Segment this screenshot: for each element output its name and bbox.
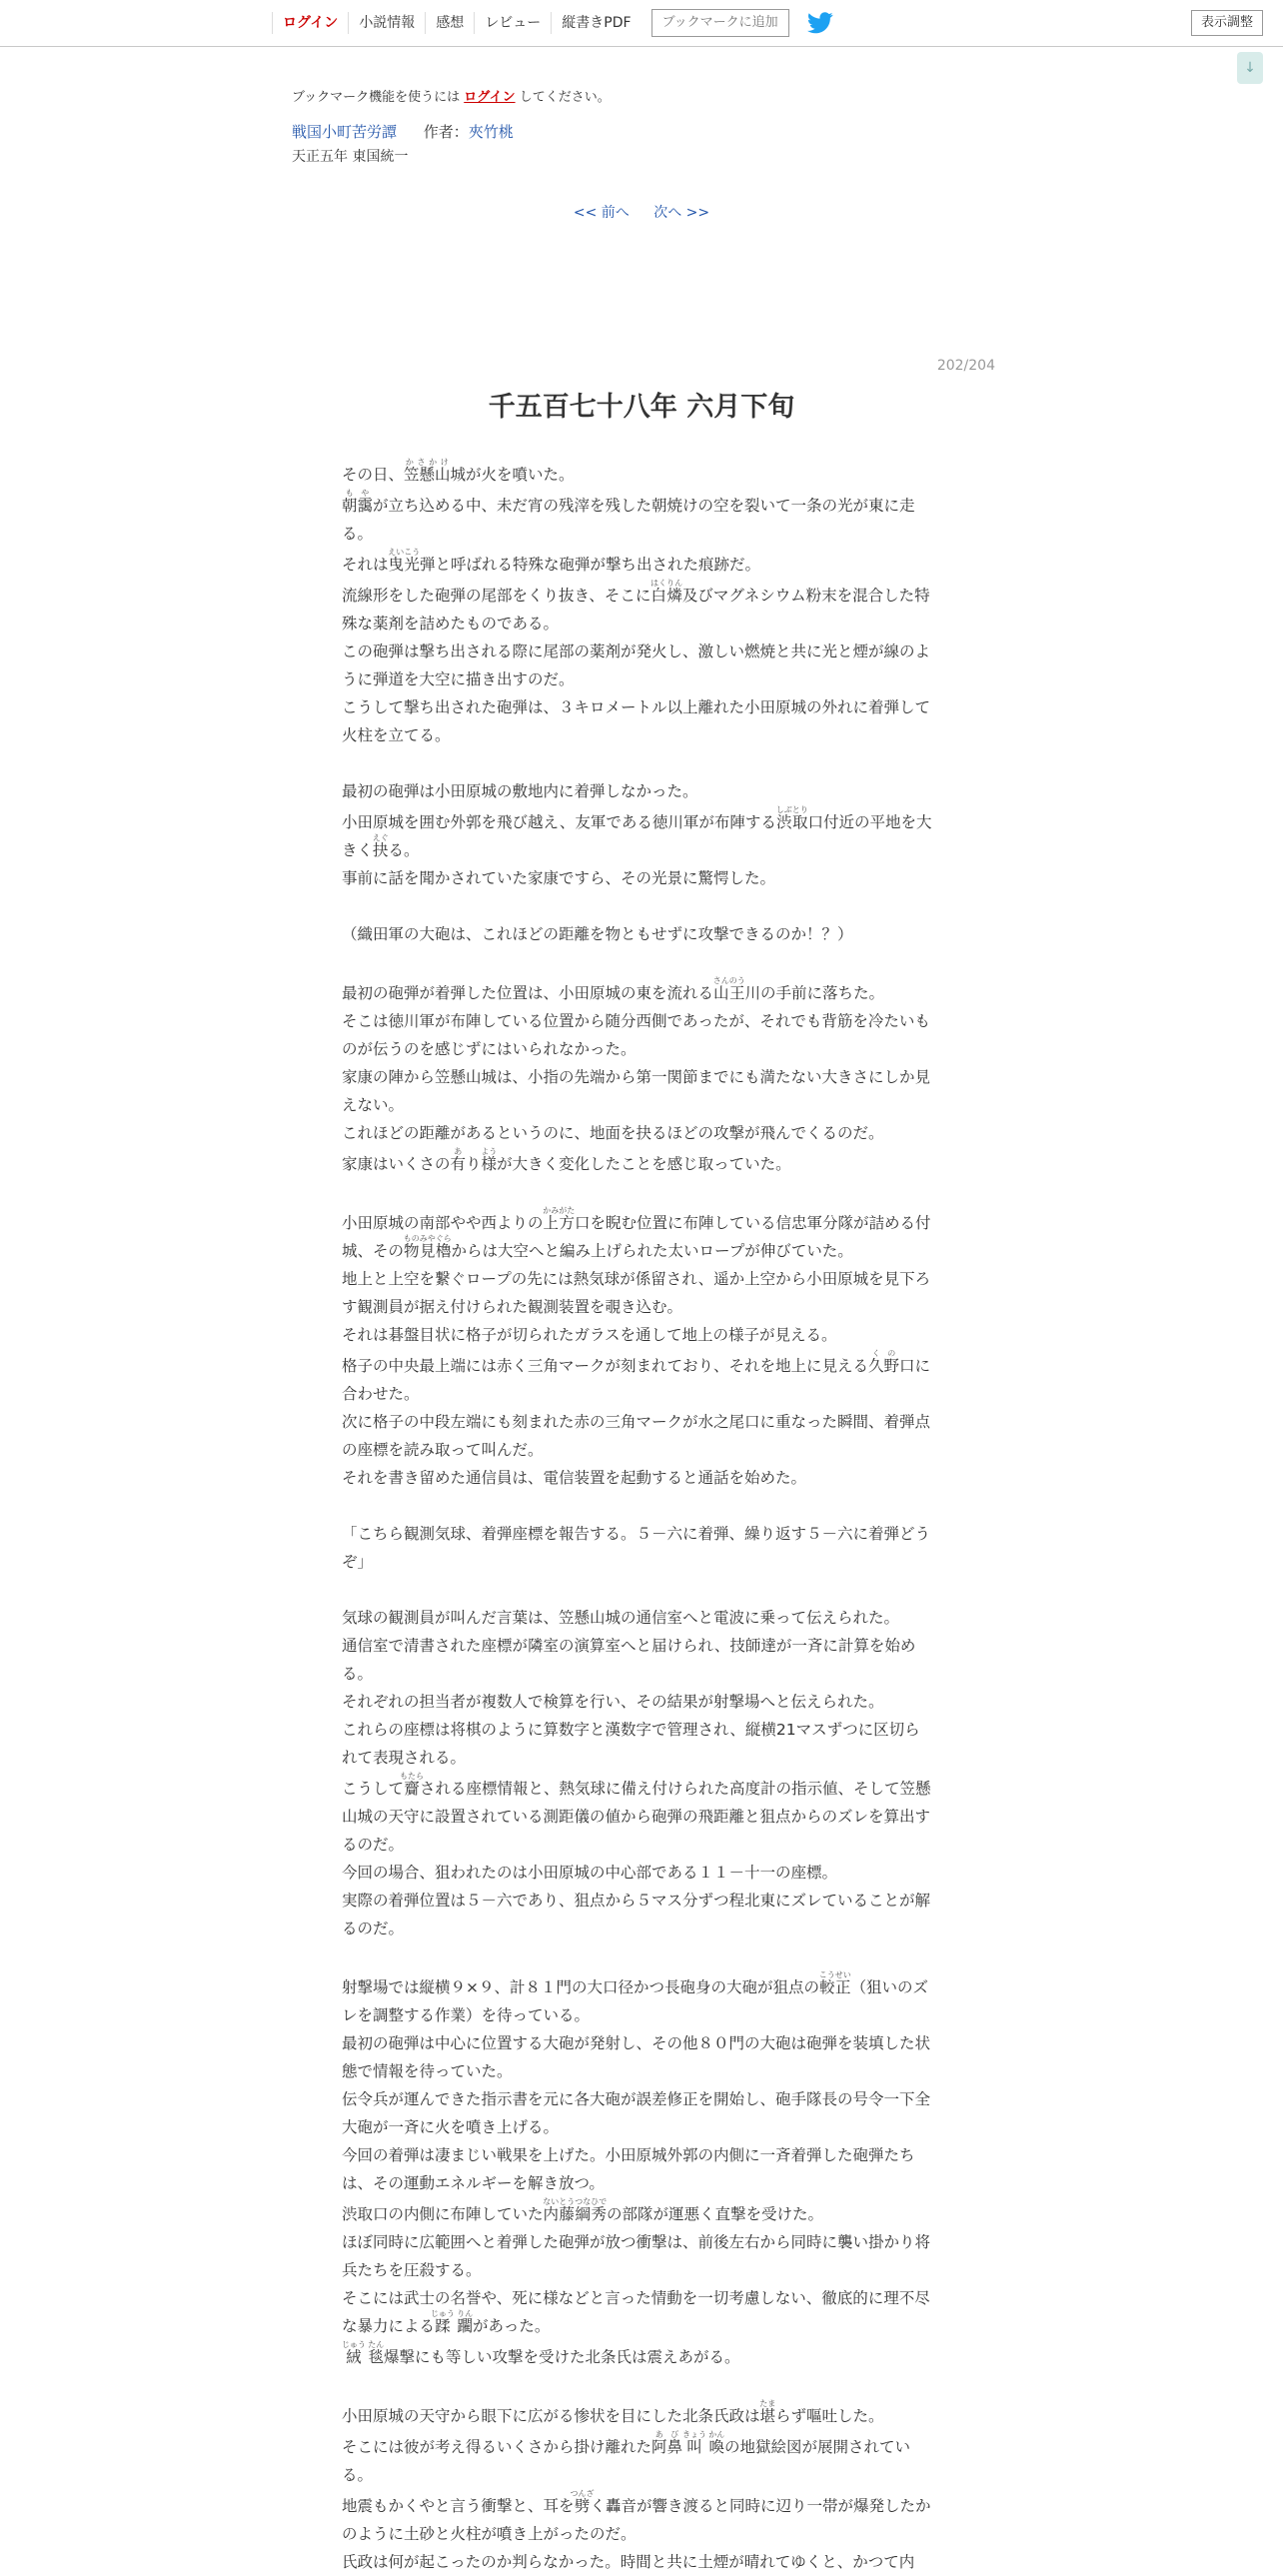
blank-line	[342, 2371, 935, 2399]
blank-line	[342, 749, 935, 777]
paragraph: それは碁盤目状に格子が切られたガラスを通して地上の様子が見える。	[342, 1326, 837, 1344]
paragraph: （織田軍の大砲は、これほどの距離を物ともせずに攻撃できるのか！？）	[342, 925, 853, 943]
next-page-link[interactable]: 次へ >>	[653, 205, 710, 221]
ruby-word: 絨じゅう	[342, 2340, 366, 2366]
nav-vertical-pdf[interactable]: 縦書きPDF	[551, 12, 641, 34]
ruby-word: 鼻び	[666, 2430, 683, 2456]
paragraph: 小田原城の天守から眼下に広がる惨状を目にした北条氏政は堪たまらず嘔吐した。	[342, 2399, 884, 2425]
prev-page-link[interactable]: << 前へ	[573, 205, 630, 221]
ruby-word: 喚かん	[708, 2430, 725, 2456]
ruby-word: 内藤綱秀ないとうつなひで	[543, 2197, 608, 2223]
paragraph: 伝令兵が運んできた指示書を元に各大砲が誤差修正を開始し、砲手隊長の号令一下全大砲が一斉に火を噴き上げる。	[342, 2090, 931, 2136]
ruby-word: 曳光えいこう	[388, 548, 421, 574]
paragraph: ほぼ同時に広範囲へと着弾した砲弾が放つ衝撃は、前後左右から同時に襲い掛かり将兵たちを圧殺する。	[342, 2233, 931, 2279]
blank-line	[342, 1576, 935, 1604]
ruby-word: 蹂じゅう	[431, 2309, 456, 2335]
author-label: 作者：	[423, 123, 469, 141]
top-bar	[0, 0, 1283, 47]
paragraph: 絨じゅう 毯たん爆撃にも等しい攻撃を受けた北条氏は震えあがる。	[342, 2340, 740, 2366]
ruby-word: 久野くの	[868, 1349, 900, 1375]
paragraph: これほどの距離があるというのに、地面を抉るほどの攻撃が飛んでくるのだ。	[342, 1124, 884, 1142]
ruby-word: 較正こうせい	[818, 1970, 851, 1996]
blank-line	[342, 892, 935, 920]
paragraph: それを書き留めた通信員は、電信装置を起動すると通話を始めた。	[342, 1469, 807, 1487]
paragraph: 小田原城の南部やや西よりの上方かみがた口を睨む位置に布陣している信忠軍分隊が詰める付城、その物見櫓ものみやぐらからは大空へと編み上げられた太いロープが伸びていた。	[342, 1206, 931, 1260]
ruby-word: 渋取しぶとり	[775, 805, 808, 831]
episode-title: 千五百七十八年 六月下旬	[488, 392, 795, 423]
paragraph: 家康はいくさの有あり様ようが大きく変化したことを感じ取っていた。	[342, 1147, 791, 1173]
ruby-word: 毯たん	[368, 2340, 385, 2366]
ruby-word: 躙りん	[457, 2309, 474, 2335]
ruby-word: 上方かみがた	[543, 1206, 576, 1232]
paragraph: 渋取口の内側に布陣していた内藤綱秀ないとうつなひでの部隊が運悪く直撃を受けた。	[342, 2197, 824, 2223]
paragraph: 「こちら観測気球、着弾座標を報告する。５－六に着弾、繰り返す５－六に着弾どうぞ」	[342, 1525, 931, 1571]
ruby-word: 抉えぐ	[372, 833, 389, 859]
ruby-word: 叫きょう	[682, 2430, 707, 2456]
paragraph: 今回の着弾は凄まじい戦果を上げた。小田原城外郭の内側に一斉着弾した砲弾たちは、その運動エネルギーを解き放つ。	[342, 2146, 915, 2192]
paragraph: 家康の陣から笠懸山城は、小指の先端から第一関節までにも満たない大きさにしか見えない。	[342, 1068, 931, 1114]
novel-title-link[interactable]: 戦国小町苦労譚	[292, 123, 398, 141]
paragraph: 次に格子の中段左端にも刻まれた赤の三角マークが水之尾口に重なった瞬間、着弾点の座標を読み取って叫んだ。	[342, 1413, 931, 1459]
chapter-title: 天正五年 東国統一	[292, 149, 409, 165]
ruby-word: 阿あ	[651, 2430, 667, 2456]
ruby-word: 山王さんのう	[712, 976, 745, 1002]
ruby-word: 劈つんざ	[570, 2489, 595, 2515]
paragraph: そこには彼が考え得るいくさから掛け離れた阿あ鼻び叫きょう 喚かんの地獄絵図が展開されている。	[342, 2430, 911, 2484]
paragraph: それぞれの担当者が複数人で検算を行い、その結果が射撃場へと伝えられた。	[342, 1693, 884, 1711]
header-nav	[272, 0, 833, 46]
pager	[0, 202, 1283, 222]
paragraph: 気球の観測員が叫んだ言葉は、笠懸山城の通信室へと電波に乗って伝えられた。	[342, 1609, 900, 1627]
blank-line	[342, 1942, 935, 1970]
nav-login[interactable]: ログイン	[272, 12, 348, 34]
bookmark-login-link[interactable]: ログイン	[464, 90, 516, 105]
ruby-word: 白燐はくりん	[650, 579, 683, 605]
paragraph: 実際の着弾位置は５－六であり、狙点から５マス分ずつ程北東にズレていることが解るのだ。	[342, 1892, 931, 1937]
paragraph: 最初の砲弾は中心に位置する大砲が発射し、その他８０門の大砲は砲弾を装填した状態で情報を待っていた。	[342, 2034, 931, 2080]
novel-line	[292, 121, 514, 142]
page-count: 202/204	[936, 358, 995, 374]
paragraph: 射撃場では縦横９×９、計８１門の大口径かつ長砲身の大砲が狙点の較正こうせい（狙いのズレを調整する作業）を待っている。	[342, 1970, 929, 2024]
paragraph: 最初の砲弾は小田原城の敷地内に着弾しなかった。	[342, 782, 698, 800]
paragraph: こうして齎もたらされる座標情報と、熱気球に備え付けられた高度計の指示値、そして笠懸山城の天守に設置されている測距儀の値から砲弾の飛距離と狙点からのズレを算出するのだ。	[342, 1772, 931, 1854]
paragraph: 通信室で清書された座標が隣室の演算室へと届けられ、技師達が一斉に計算を始める。	[342, 1637, 916, 1683]
ruby-word: 齎もたら	[400, 1772, 425, 1798]
nav-review[interactable]: レビュー	[474, 12, 551, 34]
paragraph: 最初の砲弾が着弾した位置は、小田原城の東を流れる山王さんのう川の手前に落ちた。	[342, 976, 885, 1002]
bookmark-note	[292, 86, 611, 105]
paragraph: 流線形をした砲弾の尾部をくり抜き、そこに白燐はくりん及びマグネシウム粉末を混合した特殊な薬剤を詰めたものである。	[342, 579, 930, 633]
paragraph: この砲弾は撃ち出される際に尾部の薬剤が発火し、激しい燃焼と共に光と煙が線のように弾道を大空に描き出すのだ。	[342, 643, 931, 688]
nav-novel-info[interactable]: 小説情報	[348, 12, 425, 34]
paragraph: それは曳光えいこう弾と呼ばれる特殊な砲弾が撃ち出された痕跡だ。	[342, 548, 761, 574]
ruby-word: 様よう	[481, 1147, 498, 1173]
display-settings-button[interactable]: 表示調整	[1191, 10, 1263, 36]
paragraph: 今回の場合、狙われたのは小田原城の中心部である１１－十一の座標。	[342, 1864, 838, 1882]
blank-line	[342, 1178, 935, 1206]
paragraph: こうして撃ち出された砲弾は、３キロメートル以上離れた小田原城の外れに着弾して火柱を立てる。	[342, 698, 931, 744]
paragraph: 氏政は何が起こったのか判らなかった。時間と共に土煙が晴れてゆくと、かつて内	[342, 2553, 915, 2571]
paragraph: これらの座標は将棋のように算数字と漢数字で管理され、縦横21マスずつに区切られて表現される。	[342, 1721, 920, 1767]
paragraph: 朝靄もやが立ち込める中、未だ宵の残滓を残した朝焼けの空を裂いて一条の光が東に走る。	[342, 489, 915, 543]
blank-line	[342, 1492, 935, 1520]
bookmark-note-pre: ブックマーク機能を使うには	[292, 90, 461, 105]
ruby-word: 笠懸山かさかけ	[404, 458, 451, 484]
ruby-word: 朝靄もや	[342, 489, 374, 515]
paragraph: 小田原城を囲む外郭を飛び越え、友軍である徳川軍が布陣する渋取しぶとり口付近の平地を大きく抉えぐる。	[342, 805, 932, 859]
scroll-down-icon[interactable]: ↓	[1237, 52, 1263, 84]
paragraph: 格子の中央最上端には赤く三角マークが刻まれており、それを地上に見える久野くの口に合わせた。	[342, 1349, 931, 1403]
novel-body	[342, 458, 935, 2576]
paragraph: そこは徳川軍が布陣している位置から随分西側であったが、それでも背筋を冷たいものが伝うのを感じずにはいられなかった。	[342, 1012, 930, 1058]
add-bookmark-button[interactable]: ブックマークに追加	[651, 9, 789, 37]
ruby-word: 堪たま	[759, 2399, 776, 2425]
author-link[interactable]: 夾竹桃	[468, 123, 514, 141]
paragraph: その日、笠懸山かさかけ城が火を噴いた。	[342, 458, 575, 484]
paragraph: そこには武士の名誉や、死に様などと言った情動を一切考慮しない、徹底的に理不尽な暴力による蹂じゅう 躙りんがあった。	[342, 2289, 930, 2335]
bookmark-note-post: してください。	[519, 90, 611, 105]
paragraph: 事前に話を聞かされていた家康ですら、その光景に驚愕した。	[342, 869, 776, 887]
ruby-word: 物見櫓ものみやぐら	[403, 1234, 452, 1260]
twitter-bird-icon[interactable]	[807, 12, 833, 34]
paragraph: 地震もかくやと言う衝撃と、耳を劈つんざく轟音が響き渡ると同時に辺り一帯が爆発したかのように土砂と火柱が噴き上がったのだ。	[342, 2489, 931, 2543]
ruby-word: 有あ	[450, 1147, 467, 1173]
nav-impressions[interactable]: 感想	[425, 12, 474, 34]
blank-line	[342, 948, 935, 976]
paragraph: 地上と上空を繋ぐロープの先には熱気球が係留され、遥か上空から小田原城を見下ろす観測員が据え付けられた観測装置を覗き込む。	[342, 1270, 931, 1316]
